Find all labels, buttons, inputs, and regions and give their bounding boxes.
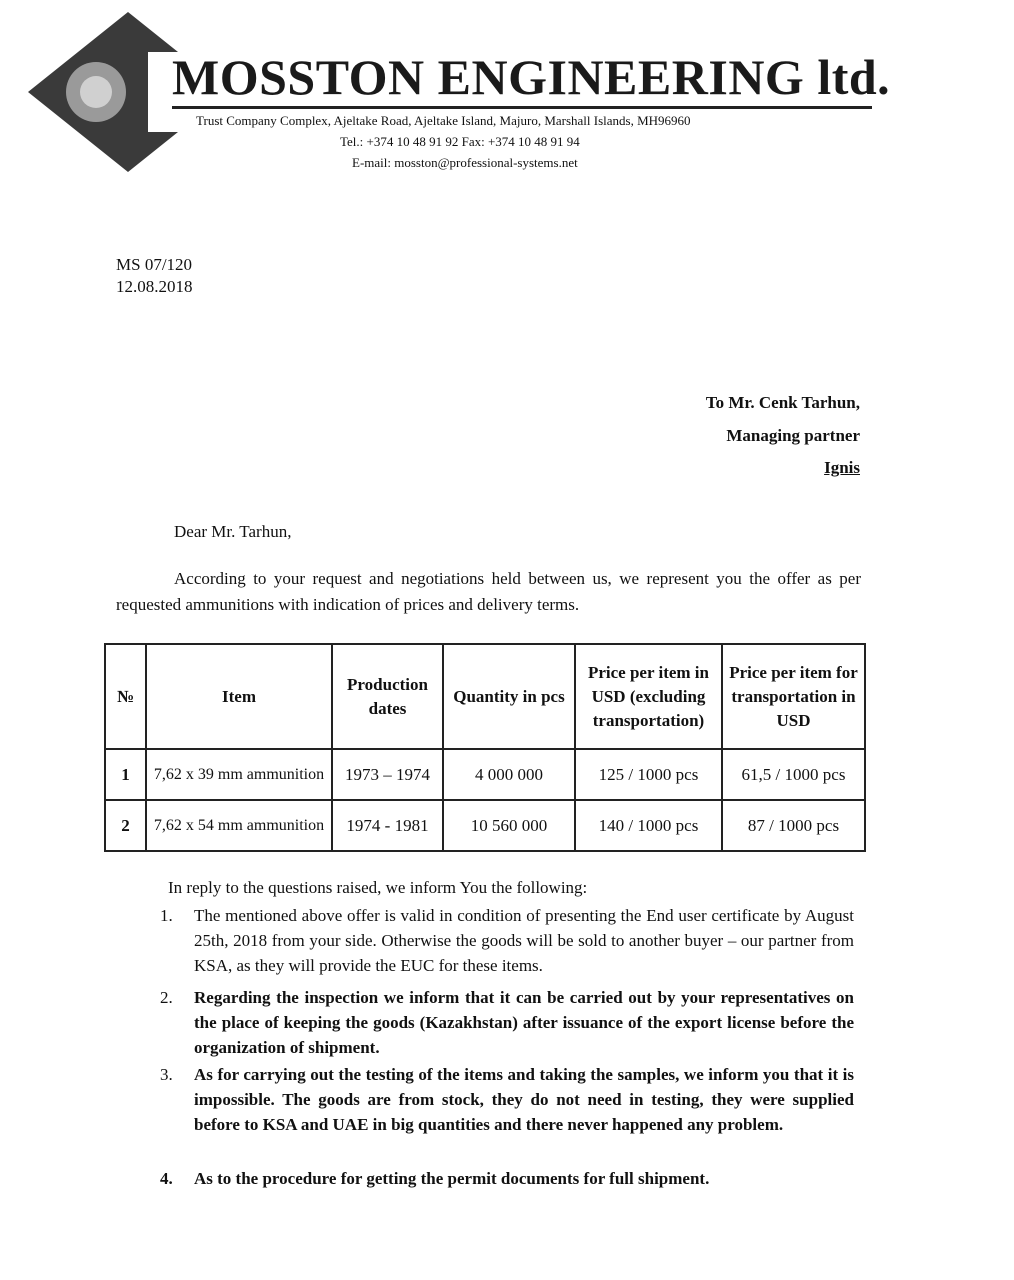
- cell-price: 140 / 1000 pcs: [575, 800, 722, 851]
- list-item: [160, 1062, 854, 1137]
- list-item-text: As to the procedure for getting the permit documents for full shipment.: [194, 1169, 710, 1188]
- list-item-text: As for carrying out the testing of the items and taking the samples, we inform you that it is impossible. The goods are from stock, they do not need in testing, they were supplied before to KSA and UAE in big quantities and there never happened any problem.: [194, 1065, 854, 1134]
- cell-number: 1: [105, 749, 146, 800]
- addressee-company: Ignis: [824, 458, 860, 477]
- list-item-text: The mentioned above offer is valid in condition of presenting the End user certificate by August 25th, 2018 from your side. Otherwise the goods will be sold to another buyer – our partner from KSA, as they will provide the EUC for these items.: [194, 906, 854, 975]
- cell-quantity: 10 560 000: [443, 800, 575, 851]
- cell-transport-price: 61,5 / 1000 pcs: [722, 749, 865, 800]
- cell-production-dates: 1973 – 1974: [332, 749, 443, 800]
- list-item-number: 4.: [160, 1169, 173, 1188]
- cell-production-dates: 1974 - 1981: [332, 800, 443, 851]
- intro-paragraph: According to your request and negotiations held between us, we represent you the offer as per requested ammunitions with indication of prices and delivery terms.: [116, 569, 861, 614]
- table-row: [105, 800, 865, 851]
- company-phone-fax: Tel.: +374 10 48 91 92 Fax: +374 10 48 91 94: [340, 134, 580, 149]
- cell-quantity: 4 000 000: [443, 749, 575, 800]
- company-address: Trust Company Complex, Ajeltake Road, Ajeltake Island, Majuro, Marshall Islands, MH96960: [196, 113, 691, 128]
- list-item: [160, 985, 854, 1060]
- salutation: Dear Mr. Tarhun,: [174, 522, 292, 541]
- cell-item: 7,62 x 54 mm ammunition: [146, 800, 332, 851]
- reference-number: MS 07/120: [116, 255, 193, 274]
- company-email: E-mail: mosston@professional-systems.net: [352, 155, 578, 170]
- reference-date: 12.08.2018: [116, 277, 193, 296]
- letterhead-rule: [172, 106, 872, 109]
- header-number: №: [105, 644, 146, 749]
- table-row: [105, 749, 865, 800]
- header-transport-price: Price per item for transportation in USD: [722, 644, 865, 749]
- cell-price: 125 / 1000 pcs: [575, 749, 722, 800]
- cell-item: 7,62 x 39 mm ammunition: [146, 749, 332, 800]
- header-production-dates: Production dates: [332, 644, 443, 749]
- addressee-name: To Mr. Cenk Tarhun,: [705, 393, 860, 412]
- cell-number: 2: [105, 800, 146, 851]
- notes-intro: In reply to the questions raised, we inform You the following:: [168, 878, 588, 897]
- list-item-number: 2.: [160, 988, 173, 1007]
- addressee-title: Managing partner: [726, 426, 860, 445]
- list-item: [160, 903, 854, 978]
- header-quantity: Quantity in pcs: [443, 644, 575, 749]
- header-item: Item: [146, 644, 332, 749]
- list-item-text: Regarding the inspection we inform that it can be carried out by your representatives on the place of keeping the goods (Kazakhstan) after issuance of the export license before the organization of shipment.: [194, 988, 854, 1057]
- list-item: [160, 1166, 854, 1191]
- offer-table: [104, 643, 866, 852]
- list-item-number: 1.: [160, 906, 173, 925]
- list-item-number: 3.: [160, 1065, 173, 1084]
- header-price: Price per item in USD (excluding transportation): [575, 644, 722, 749]
- company-name: MOSSTON ENGINEERING ltd.: [172, 49, 891, 105]
- table-header-row: [105, 644, 865, 749]
- cell-transport-price: 87 / 1000 pcs: [722, 800, 865, 851]
